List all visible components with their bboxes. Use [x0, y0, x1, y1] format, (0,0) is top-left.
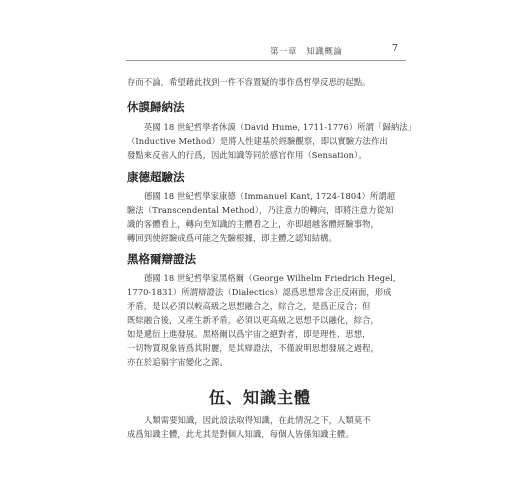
text-line: 存而不論，希望藉此找到一件不容置疑的事作爲哲學反思的起點。: [127, 77, 371, 87]
text-line: 成爲知識主體，此尤其是對個人知識，每個人皆係知識主體。: [127, 429, 354, 439]
text-line: 一切物質現象皆爲其附麗，是其辯證法，不僅說明思想發展之過程，: [127, 343, 379, 353]
text-line: 轉回到使經驗成爲可能之先驗根據，即主體之認知結構。: [127, 233, 337, 243]
chapter-label: 第一章: [270, 47, 298, 57]
heading-hume: 休謨歸納法: [127, 100, 185, 114]
section-title: 伍、知識主體: [208, 388, 311, 407]
text-line: （Inductive Method）是將人性建基於經驗觀察，即以實驗方法作出: [127, 136, 388, 146]
heading-kant: 康德超驗法: [127, 170, 185, 184]
text-line: 德國 18 世紀哲學家黑格爾（George Wilhelm Friedrich Hegel,: [144, 273, 396, 283]
chapter-title: 知識概論: [306, 47, 343, 57]
running-head: [270, 45, 362, 57]
text-line: 矛盾，是以必須以較高級之思想融合之，綜合之，是爲正反合；但: [127, 301, 371, 311]
heading-hegel: 黑格爾辯證法: [127, 252, 196, 266]
paragraph-hume: [127, 120, 417, 162]
header-rule: [126, 60, 406, 61]
text-line: 1770-1831）所謂辯證法（Dialectics）認爲思想常含正反兩面，形成: [127, 287, 392, 297]
paragraph-hegel: [127, 271, 403, 369]
text-line: 如是遞衍上進發展。黑格爾以爲宇宙之絕對者，即是理性、思想，: [127, 329, 371, 339]
text-line: 英國 18 世紀哲學者休謨（David Hume, 1711-1776）所謂「歸納法」: [144, 122, 417, 132]
text-line: 既綜融合後，又產生新矛盾，必須以更高級之思想予以融化，綜合，: [127, 315, 379, 325]
text-line: 亦在於追窮宇宙變化之源。: [127, 357, 228, 367]
paragraph-section: [127, 413, 403, 441]
text-line: 發點來反省人的行爲，因此知識等同於感官作用（Sensation）。: [127, 150, 367, 160]
text-line: 驗法（Transcendental Method），乃注意力的轉向，即將注意力從知: [127, 205, 394, 215]
text-line: 德國 18 世紀哲學家康德（Immanuel Kant, 1724-1804）所謂超: [144, 191, 396, 201]
text-line: 人類需要知識，因此設法取得知識，在此情況之下，人類莫不: [144, 415, 371, 425]
intro-paragraph: [127, 75, 403, 89]
paragraph-kant: [127, 189, 403, 245]
page-number: 7: [392, 43, 399, 54]
text-line: 識的客體看上，轉向至知識的主體看之上，亦即超越客體經驗事物，: [127, 219, 379, 229]
